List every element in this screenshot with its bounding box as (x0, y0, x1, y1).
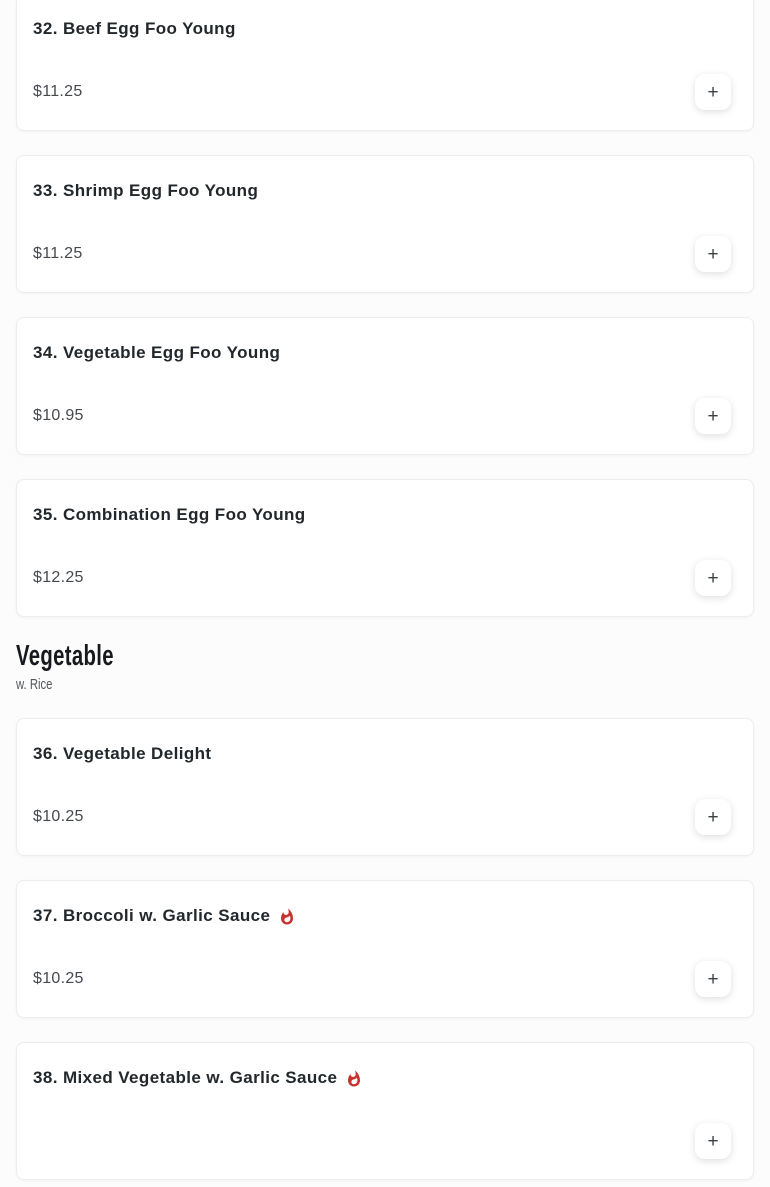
plus-icon: + (707, 968, 719, 990)
menu-item-price: $11.25 (33, 245, 83, 262)
add-item-button[interactable] (695, 560, 731, 596)
plus-icon: + (707, 81, 719, 103)
add-item-button[interactable] (695, 74, 731, 110)
menu-item-name: 37. Broccoli w. Garlic Sauce (33, 906, 271, 925)
menu-item-name: 32. Beef Egg Foo Young (33, 19, 236, 38)
menu-item-price: $10.25 (33, 808, 84, 825)
add-item-button[interactable] (695, 799, 731, 835)
add-item-button[interactable] (695, 236, 731, 272)
menu-item-price: $12.25 (33, 569, 84, 586)
menu-item-card[interactable] (16, 155, 754, 293)
add-item-button[interactable] (695, 961, 731, 997)
menu-item-card[interactable] (16, 479, 754, 617)
menu-item-card[interactable] (16, 718, 754, 856)
menu-item-name: 33. Shrimp Egg Foo Young (33, 181, 259, 200)
add-item-button[interactable] (695, 398, 731, 434)
spicy-flame-icon (345, 1070, 363, 1088)
section-title: Vegetable (16, 640, 114, 672)
section-header (16, 641, 754, 693)
section-subtitle: w. Rice (16, 677, 53, 693)
plus-icon: + (707, 567, 719, 589)
menu-item-price: $11.25 (33, 83, 83, 100)
menu-item-price: $10.25 (33, 970, 84, 987)
menu-item-name: 34. Vegetable Egg Foo Young (33, 343, 281, 362)
menu-item-name: 38. Mixed Vegetable w. Garlic Sauce (33, 1068, 338, 1087)
menu-item-card[interactable] (16, 317, 754, 455)
menu-item-card[interactable] (16, 880, 754, 1018)
menu-item-name: 36. Vegetable Delight (33, 744, 212, 763)
plus-icon: + (707, 243, 719, 265)
plus-icon: + (707, 1130, 719, 1152)
plus-icon: + (707, 806, 719, 828)
menu-item-card[interactable] (16, 1042, 754, 1180)
spicy-flame-icon (278, 908, 296, 926)
add-item-button[interactable] (695, 1123, 731, 1159)
menu-item-name: 35. Combination Egg Foo Young (33, 505, 306, 524)
menu-item-price: $10.95 (33, 407, 84, 424)
menu-item-card[interactable] (16, 0, 754, 131)
plus-icon: + (707, 405, 719, 427)
